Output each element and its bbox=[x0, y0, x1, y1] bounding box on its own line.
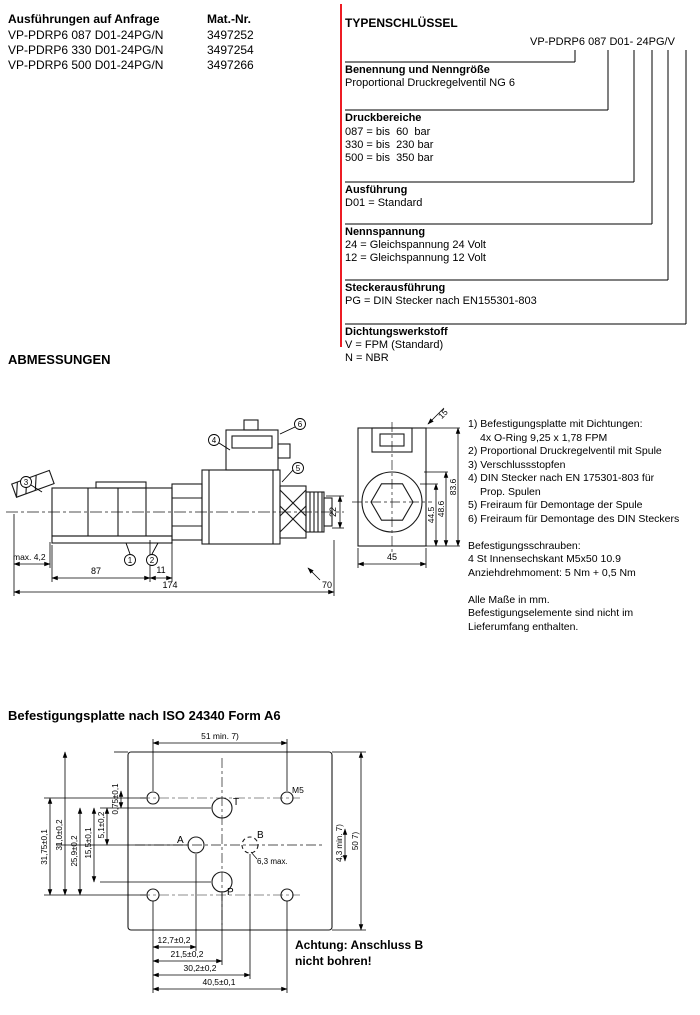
note-line bbox=[468, 526, 700, 540]
valve-end-view bbox=[352, 422, 432, 552]
dim-310: 31,0±0,2 bbox=[55, 819, 64, 851]
typecode-section-line: 500 = bis 350 bar bbox=[345, 152, 434, 164]
m5-label: M5 bbox=[292, 785, 304, 795]
dimension-notes bbox=[468, 418, 700, 634]
typecode-section-heading: Steckerausführung bbox=[345, 282, 446, 294]
dim-45: 45 bbox=[386, 552, 398, 562]
dim-87: 87 bbox=[90, 566, 102, 576]
side-view-dimensions bbox=[13, 496, 344, 596]
typecode-section-line: 24 = Gleichspannung 24 Volt bbox=[345, 239, 486, 251]
typecode-section-line: 330 = bis 230 bar bbox=[345, 139, 434, 151]
typecode-title: TYPENSCHLÜSSEL bbox=[345, 16, 458, 30]
dim-11: 11 bbox=[156, 565, 166, 575]
matnr-title: Mat.-Nr. bbox=[207, 12, 252, 26]
dim-70: 70 bbox=[322, 580, 333, 590]
note-line: 4 St Innensechskant M5x50 10.9 bbox=[468, 553, 621, 565]
version-row-type: VP-PDRP6 087 D01-24PG/N bbox=[8, 28, 164, 42]
mounting-plate-drawing bbox=[0, 725, 700, 1015]
dim-44-5: 44.5 bbox=[426, 506, 436, 524]
note-line: Prop. Spulen bbox=[480, 485, 541, 498]
version-row-type: VP-PDRP6 330 D01-24PG/N bbox=[8, 43, 164, 57]
dim-83-6: 83.6 bbox=[448, 478, 458, 496]
note-line: 4) DIN Stecker nach EN 175301-803 für bbox=[468, 472, 655, 484]
note-line: 3) Verschlussstopfen bbox=[468, 458, 566, 471]
note-line: 5) Freiraum für Demontage der Spule bbox=[468, 499, 643, 511]
plate-outline bbox=[128, 752, 332, 930]
versions-title: Ausführungen auf Anfrage bbox=[8, 12, 160, 26]
dim-215: 21,5±0,2 bbox=[170, 949, 204, 959]
typecode-section-line: PG = DIN Stecker nach EN155301-803 bbox=[345, 295, 537, 307]
dimensions-title: ABMESSUNGEN bbox=[8, 352, 111, 367]
typecode-section-heading: Dichtungswerkstoff bbox=[345, 326, 448, 338]
dim-127: 12,7±0,2 bbox=[157, 935, 191, 945]
typecode-section-line: N = NBR bbox=[345, 352, 389, 364]
callout-3: 3 bbox=[23, 478, 29, 487]
dim-max42: max. 4,2 bbox=[13, 552, 46, 562]
note-line: Befestigungselemente sind nicht im bbox=[468, 607, 634, 619]
typecode-section-line: 087 = bis 60 bar bbox=[345, 126, 431, 138]
note-line: Alle Maße in mm. bbox=[468, 593, 550, 606]
dim-50: 50 7) bbox=[351, 831, 360, 851]
mounting-plate-item bbox=[52, 536, 172, 543]
typecode-section-heading: Ausführung bbox=[345, 184, 408, 196]
version-row-matnr: 3497266 bbox=[207, 58, 254, 72]
callout-2: 2 bbox=[149, 556, 155, 565]
valve-side-view bbox=[6, 420, 344, 544]
end-view-dimensions bbox=[358, 407, 460, 568]
typecode-section-line: Proportional Druckregelventil NG 6 bbox=[345, 77, 515, 89]
note-line: 6) Freiraum für Demontage des DIN Steckers bbox=[468, 512, 680, 525]
callout-5: 5 bbox=[295, 464, 301, 473]
port-b-label: B bbox=[257, 830, 264, 841]
plug-item bbox=[12, 470, 54, 497]
red-divider-line bbox=[340, 4, 342, 347]
dim-51min: 51 min. 7) bbox=[201, 731, 239, 741]
dim-155: 15,5±0,1 bbox=[84, 827, 93, 859]
typecode-section-heading: Druckbereiche bbox=[345, 112, 422, 124]
typecode-section-line: 12 = Gleichspannung 12 Volt bbox=[345, 252, 486, 264]
typecode-section-line: D01 = Standard bbox=[345, 197, 423, 209]
plate-title: Befestigungsplatte nach ISO 24340 Form A6 bbox=[8, 708, 281, 723]
callout-1: 1 bbox=[127, 556, 133, 565]
note-line: 2) Proportional Druckregelventil mit Spule bbox=[468, 445, 662, 457]
port-p-label: P bbox=[227, 887, 234, 898]
typecode-section-heading: Benennung und Nenngröße bbox=[345, 64, 490, 76]
solenoid-coil bbox=[202, 470, 280, 544]
dim-48-6: 48.6 bbox=[436, 500, 446, 518]
port-t-label: T bbox=[233, 797, 240, 808]
version-row-type: VP-PDRP6 500 D01-24PG/N bbox=[8, 58, 164, 72]
dim-302: 30,2±0,2 bbox=[183, 963, 217, 973]
warning-text-line1: Achtung: Anschluss B bbox=[295, 938, 424, 952]
dim-075: 0,75±0,1 bbox=[111, 783, 120, 815]
b-depth-label: 6,3 max. bbox=[257, 857, 288, 866]
note-line: Anziehdrehmoment: 5 Nm + 0,5 Nm bbox=[468, 566, 636, 579]
note-line: Lieferumfang enthalten. bbox=[468, 620, 579, 633]
dim-15: 15 bbox=[435, 406, 450, 421]
dim-405: 40,5±0,1 bbox=[202, 977, 236, 987]
port-a-label: A bbox=[177, 835, 184, 846]
valve-dimension-drawing bbox=[0, 390, 465, 662]
callout-4: 4 bbox=[211, 436, 217, 445]
version-row-matnr: 3497252 bbox=[207, 28, 254, 42]
version-row-matnr: 3497254 bbox=[207, 43, 254, 57]
typecode-section-heading: Nennspannung bbox=[345, 226, 426, 238]
note-line: 1) Befestigungsplatte mit Dichtungen: bbox=[468, 418, 643, 430]
dim-3175: 31,75±0,1 bbox=[40, 829, 49, 865]
dim-43min: 4,3 min. 7) bbox=[335, 824, 344, 862]
note-line: Befestigungsschrauben: bbox=[468, 539, 581, 552]
dim-174: 174 bbox=[162, 580, 178, 590]
note-line: 4x O-Ring 9,25 x 1,78 FPM bbox=[480, 431, 608, 444]
dim-22: 22 bbox=[328, 506, 338, 518]
note-line bbox=[468, 580, 700, 594]
dim-259: 25,9±0,2 bbox=[70, 835, 79, 867]
typecode-string: VP-PDRP6 087 D01- 24PG/V bbox=[530, 36, 675, 48]
dim-51: 5,1±0,2 bbox=[97, 811, 106, 839]
warning-text-line2: nicht bohren! bbox=[295, 954, 372, 968]
typecode-section-line: V = FPM (Standard) bbox=[345, 339, 444, 351]
callout-6: 6 bbox=[297, 420, 303, 429]
